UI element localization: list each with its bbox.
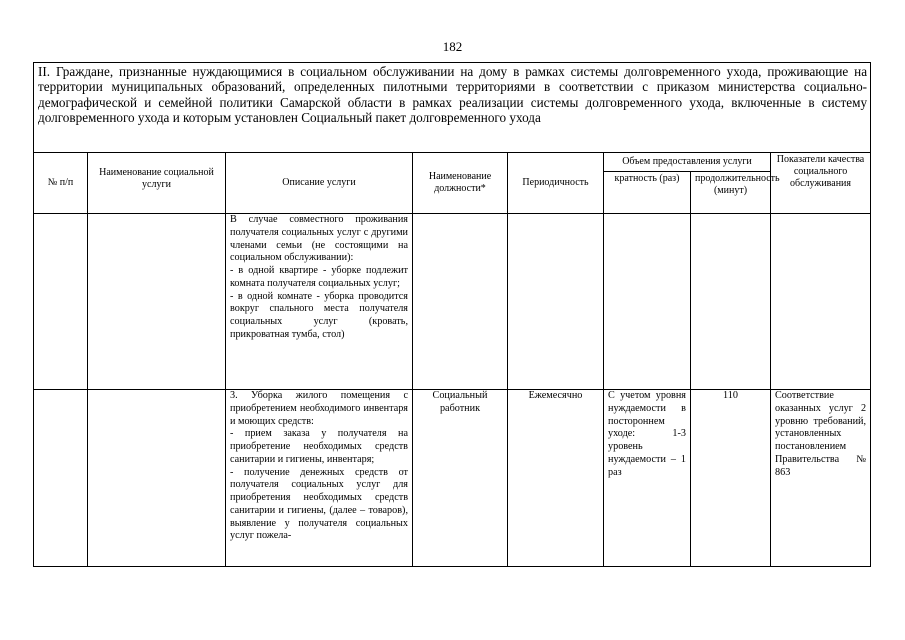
- table-row: [34, 214, 871, 390]
- cell-frequency: [604, 214, 691, 390]
- header-row-1: [34, 153, 871, 172]
- header-position: Наименование должности*: [413, 153, 508, 214]
- header-duration: продолжительность (минут): [691, 172, 771, 214]
- header-frequency: кратность (раз): [604, 172, 691, 214]
- cell-quality: [771, 214, 871, 390]
- description-paragraph: - в одной квартире - уборке подлежит комната получателя социальных услуг;: [230, 265, 408, 289]
- services-table: [33, 62, 871, 567]
- cell-duration: 110: [691, 390, 771, 567]
- cell-position: [413, 214, 508, 390]
- cell-duration: [691, 214, 771, 390]
- cell-position: Социальный работник: [413, 390, 508, 567]
- header-periodicity: Периодичность: [508, 153, 604, 214]
- description-paragraph: - прием заказа у получателя на приобретение необходимых средств санитарии и гигиены, инвентаря;: [230, 428, 408, 465]
- description-paragraph: В случае совместного проживания получателя социальных услуг с другими членами семьи (не состоящими на социальном обслуживании):: [230, 214, 408, 264]
- cell-description: [226, 390, 413, 567]
- description-paragraph: - в одной комнате - уборка проводится вокруг спального места получателя социальных услуг (кровать, прикроватная тумба, стол): [230, 290, 408, 340]
- cell-service-name: [88, 390, 226, 567]
- cell-periodicity: Ежемесячно: [508, 390, 604, 567]
- header-num: № п/п: [34, 153, 88, 214]
- cell-service-name: [88, 214, 226, 390]
- table-row: [34, 390, 871, 567]
- page-number: 182: [442, 39, 463, 54]
- header-quality: Показатели качества социального обслуживания: [771, 153, 871, 214]
- description-paragraph: 3. Уборка жилого помещения с приобретением необходимого инвентаря и моющих средств:: [230, 390, 408, 427]
- cell-periodicity: [508, 214, 604, 390]
- header-description: Описание услуги: [226, 153, 413, 214]
- section-title: II. Граждане, признанные нуждающимися в социальном обслуживании на дому в рамках системы долговременного ухода, проживающие на территории муниципальных образований, определенных пилотными территориями в соответствии с приказом министерства социально-демографической и семейной политики Самарской области в рамках реализации системы долговременного ухода, включенные в систему долговременного ухода и которым установлен Социальный пакет долговременного ухода: [34, 63, 871, 153]
- description-paragraph: - получение денежных средств от получателя социальных услуг для приобретения необходимых средств санитарии и гигиены, (далее – товаров), выявление у получателя социальных услуг пожела-: [230, 466, 408, 542]
- cell-frequency: С учетом уровня нуждаемости в постороннем уходе: 1-3 уровень нуждаемости – 1 раз: [604, 390, 691, 567]
- cell-quality: Соответствие оказанных услуг 2 уровню требований, установленных постановлением Правительства № 863: [771, 390, 871, 567]
- header-volume: Объем предоставления услуги: [604, 153, 771, 172]
- section-title-row: [34, 63, 871, 153]
- cell-description: [226, 214, 413, 390]
- cell-num: [34, 390, 88, 567]
- cell-num: [34, 214, 88, 390]
- header-service-name: Наименование социальной услуги: [88, 153, 226, 214]
